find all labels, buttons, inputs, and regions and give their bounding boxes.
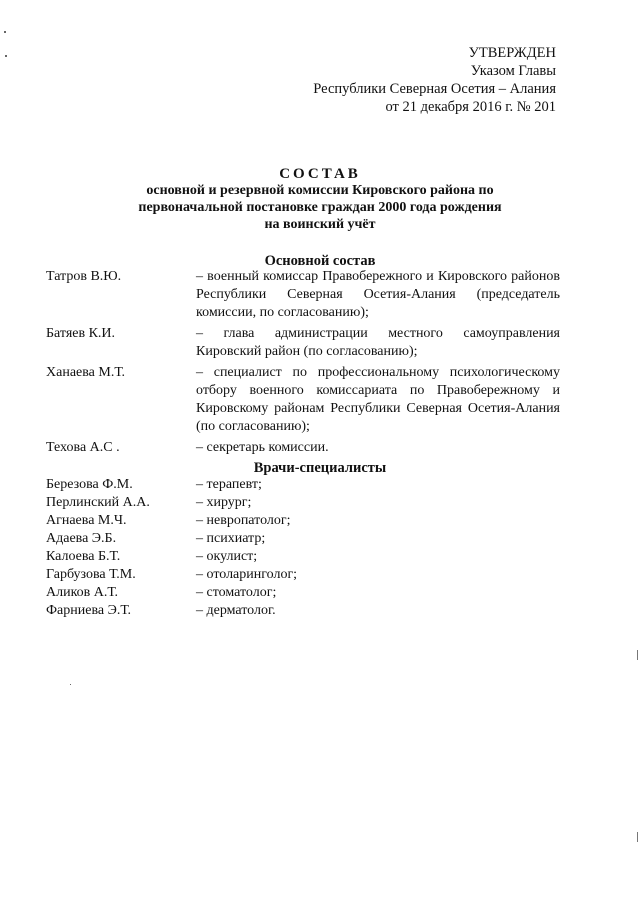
doctor-row	[46, 566, 560, 584]
doctor-row	[46, 584, 560, 602]
member-row	[46, 268, 560, 322]
member-name: Техова А.С .	[46, 440, 120, 455]
document-subtitle	[0, 182, 640, 233]
member-role: – военный комиссар Правобережного и Кировского районов Республики Северная Осетия-Алания (председатель комиссии, по согласованию);	[196, 269, 560, 320]
approval-line-4: от 21 декабря 2016 г. № 201	[385, 99, 556, 115]
doctor-name: Аликов А.Т.	[46, 585, 119, 600]
doctor-name: Фарниева Э.Т.	[46, 603, 132, 618]
subtitle-line-2: первоначальной постановке граждан 2000 года рождения	[138, 200, 502, 215]
subtitle-line-1: основной и резервной комиссии Кировского района по	[146, 183, 494, 198]
member-name: Ханаева М.Т.	[46, 365, 125, 380]
approval-stamp	[313, 44, 556, 116]
approval-line-1: УТВЕРЖДЕН	[468, 45, 556, 61]
doctor-row	[46, 602, 560, 620]
member-name: Татров В.Ю.	[46, 269, 122, 284]
scan-dot	[5, 55, 7, 57]
doctor-role: – хирург;	[196, 495, 252, 510]
doctor-role: – стоматолог;	[196, 585, 277, 600]
doctor-role: – психиатр;	[196, 531, 266, 546]
member-row	[46, 439, 560, 457]
approval-line-2: Указом Главы	[470, 63, 556, 79]
scan-edge-mark	[637, 650, 638, 660]
member-role: – глава администрации местного самоуправления Кировский район (по согласованию);	[196, 326, 560, 359]
doctor-name: Калоева Б.Т.	[46, 549, 121, 564]
main-section-title: Основной состав	[264, 253, 376, 269]
scan-edge-mark	[637, 832, 638, 842]
doctor-role: – окулист;	[196, 549, 258, 564]
doctor-row	[46, 476, 560, 494]
subtitle-line-3: на воинский учёт	[264, 217, 376, 232]
doctor-role: – отоларинголог;	[196, 567, 298, 582]
approval-line-3: Республики Северная Осетия – Алания	[313, 81, 556, 97]
member-role: – специалист по профессиональному психологическому отбору военного комиссариата по Правобережному и Кировскому районам Республики Северная Осетия-Алания (по согласованию);	[196, 365, 560, 434]
member-role: – секретарь комиссии.	[196, 440, 329, 455]
doctor-role: – дерматолог.	[196, 603, 276, 618]
document-title: СОСТАВ	[279, 166, 361, 182]
doctor-row	[46, 530, 560, 548]
main-members-list	[46, 268, 560, 460]
doctor-name: Агнаева М.Ч.	[46, 513, 127, 528]
doctor-row	[46, 512, 560, 530]
doctor-row	[46, 548, 560, 566]
scan-dot	[4, 31, 6, 33]
doctor-name: Березова Ф.М.	[46, 477, 133, 492]
member-row	[46, 325, 560, 361]
doctor-name: Перлинский А.А.	[46, 495, 150, 510]
member-name: Батяев К.И.	[46, 326, 116, 341]
doctor-name: Гарбузова Т.М.	[46, 567, 136, 582]
doctor-role: – терапевт;	[196, 477, 262, 492]
doctor-name: Адаева Э.Б.	[46, 531, 117, 546]
doctor-role: – невропатолог;	[196, 513, 291, 528]
scan-dot	[70, 684, 71, 685]
doctor-row	[46, 494, 560, 512]
doctors-section-title: Врачи-специалисты	[253, 460, 387, 476]
doctors-list	[46, 476, 560, 620]
member-row	[46, 364, 560, 436]
